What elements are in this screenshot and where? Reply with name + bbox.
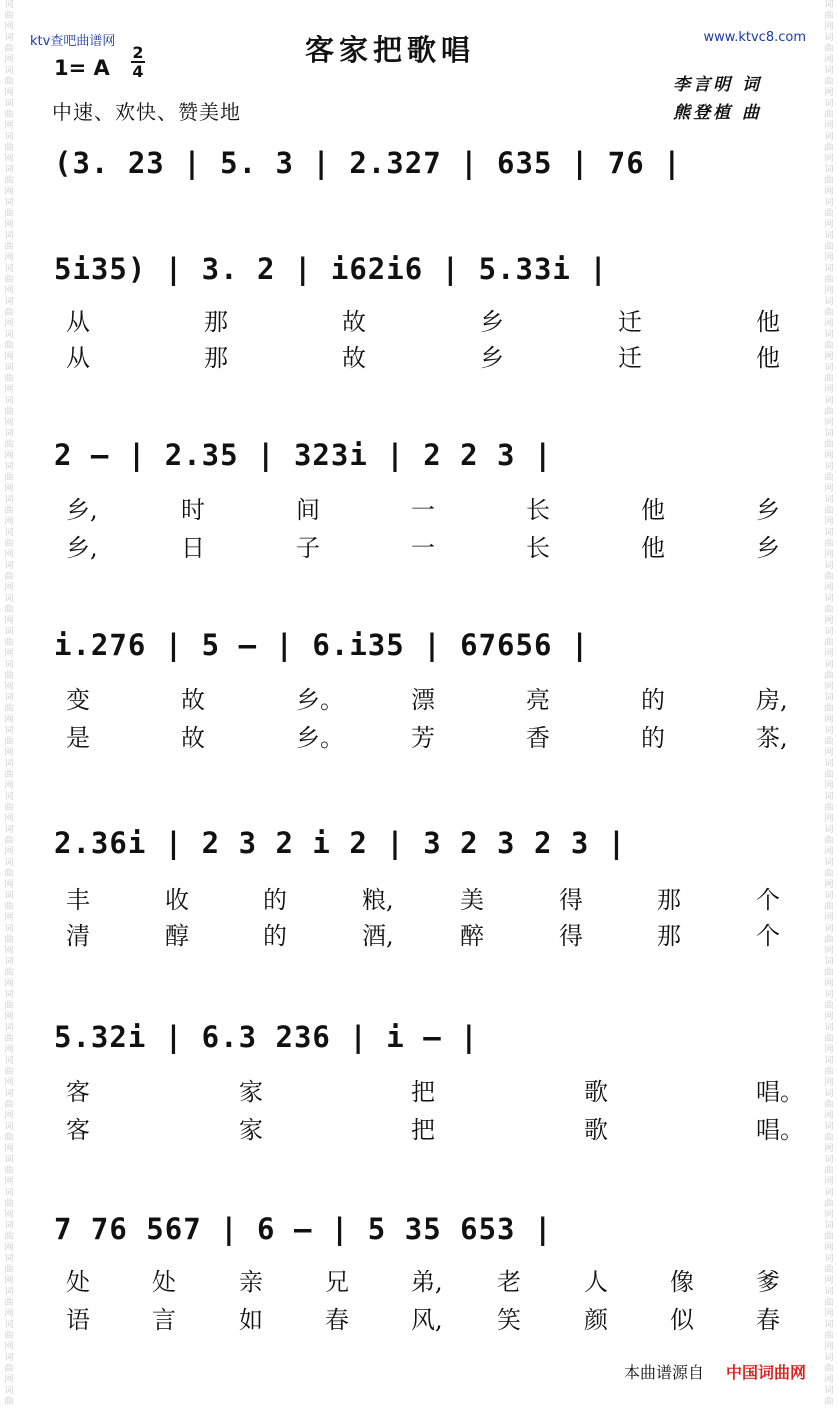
site-watermark-left: ktv查吧曲谱网 xyxy=(30,34,116,49)
lyric-syllable: 乡。 xyxy=(296,686,344,714)
lyric-syllable: 个 xyxy=(756,886,780,914)
time-signature xyxy=(128,44,148,80)
lyric-syllable: 从 xyxy=(66,308,90,336)
lyric-syllable: 那 xyxy=(657,886,681,914)
notation-row-6: 5.32i | 6.3 236 | i — | xyxy=(54,1020,479,1054)
lyric-syllable: 那 xyxy=(204,344,228,372)
lyric-syllable: 子 xyxy=(296,534,320,562)
lyric-syllable: 清 xyxy=(66,922,90,950)
site-watermark-right: www.ktvc8.com xyxy=(703,30,806,45)
lyric-syllable: 把 xyxy=(411,1078,435,1106)
lyric-syllable: 美 xyxy=(460,886,484,914)
lyric-syllable: 似 xyxy=(670,1306,694,1334)
lyric-syllable: 他 xyxy=(756,308,780,336)
lyric-syllable: 颜 xyxy=(584,1306,608,1334)
meter-top: 2 xyxy=(132,43,144,62)
lyric-syllable: 他 xyxy=(641,496,665,524)
lyric-syllable: 亮 xyxy=(526,686,550,714)
lyric-syllable: 间 xyxy=(296,496,320,524)
lyric-syllable: 像 xyxy=(670,1268,694,1296)
lyric-syllable: 如 xyxy=(239,1306,263,1334)
lyric-syllable: 迁 xyxy=(618,308,642,336)
lyric-syllable: 芳 xyxy=(411,724,435,752)
lyric-syllable: 故 xyxy=(181,686,205,714)
lyric-syllable: 的 xyxy=(263,922,287,950)
lyric-syllable: 客 xyxy=(66,1078,90,1106)
lyric-syllable: 时 xyxy=(181,496,205,524)
lyric-syllable: 从 xyxy=(66,344,90,372)
lyric-syllable: 乡 xyxy=(756,496,780,524)
lyric-syllable: 那 xyxy=(204,308,228,336)
lyric-syllable: 兄 xyxy=(325,1268,349,1296)
lyric-syllable: 家 xyxy=(239,1078,263,1106)
side-watermark-left: 词 曲 网 词 曲 网 词 曲 网 词 曲 网 词 曲 网 词 曲 网 词 曲 网 词 曲 网 词 曲 网 词 曲 网 词 曲 网 词 曲 网 词 曲 网 词 曲 网 词 曲 网 词 曲 网 词 曲 网 词 曲 网 词 曲 网 词 曲 网 词 曲 网 词 曲 网 词 曲 网 词 曲 网 词 曲 网 词 曲 网 词 曲 网 词 曲 网 词 曲 网 词 曲 网 词 曲 网 词 曲 网 词 曲 网 词 曲 网 词 曲 网 词 曲 网 词 曲 网 词 曲 网 词 曲 网 词 曲 网 词 曲 网 词 曲 网 词 曲 xyxy=(4,0,14,1407)
lyric-syllable: 酒, xyxy=(362,922,394,950)
notation-row-5: 2.36i | 2 3 2 i 2 | 3 2 3 2 3 | xyxy=(54,826,627,860)
lyric-syllable: 变 xyxy=(66,686,90,714)
lyric-syllable: 乡 xyxy=(480,344,504,372)
lyric-syllable: 长 xyxy=(526,496,550,524)
lyric-syllable: 日 xyxy=(181,534,205,562)
lyric-syllable: 醉 xyxy=(460,922,484,950)
lyric-syllable: 唱。 xyxy=(756,1078,804,1106)
lyric-syllable: 那 xyxy=(657,922,681,950)
lyric-syllable: 歌 xyxy=(584,1116,608,1144)
lyric-syllable: 漂 xyxy=(411,686,435,714)
lyric-syllable: 处 xyxy=(152,1268,176,1296)
lyric-syllable: 家 xyxy=(239,1116,263,1144)
lyric-syllable: 得 xyxy=(559,922,583,950)
notation-row-4: i.276 | 5 — | 6.i35 | 67656 | xyxy=(54,628,590,662)
lyric-syllable: 丰 xyxy=(66,886,90,914)
notation-row-1: (3. 23 | 5. 3 | 2.327 | 635 | 76 | xyxy=(54,146,682,180)
lyricist-credit: 李言明 词 xyxy=(673,75,762,95)
lyric-syllable: 茶, xyxy=(756,724,788,752)
lyric-syllable: 笑 xyxy=(497,1306,521,1334)
lyric-syllable: 故 xyxy=(181,724,205,752)
lyric-syllable: 人 xyxy=(584,1268,608,1296)
lyric-syllable: 故 xyxy=(342,308,366,336)
lyric-syllable: 乡 xyxy=(756,534,780,562)
lyric-syllable: 春 xyxy=(756,1306,780,1334)
footer-brand[interactable]: 中国词曲网 xyxy=(725,1363,806,1382)
lyric-syllable: 的 xyxy=(641,724,665,752)
song-title: 客家把歌唱 xyxy=(305,33,476,67)
lyric-syllable: 个 xyxy=(756,922,780,950)
lyric-syllable: 醇 xyxy=(165,922,189,950)
notation-row-7: 7 76 567 | 6 — | 5 35 653 | xyxy=(54,1212,553,1246)
lyric-syllable: 老 xyxy=(497,1268,521,1296)
lyric-syllable: 唱。 xyxy=(756,1116,804,1144)
lyric-syllable: 香 xyxy=(526,724,550,752)
key-signature: 1= A xyxy=(54,56,110,80)
lyric-syllable: 乡 xyxy=(480,308,504,336)
lyric-syllable: 迁 xyxy=(618,344,642,372)
lyric-syllable: 长 xyxy=(526,534,550,562)
composer-credit: 熊登植 曲 xyxy=(673,103,762,123)
tempo-marking: 中速、欢快、赞美地 xyxy=(52,100,241,124)
lyric-syllable: 语 xyxy=(66,1306,90,1334)
footer-source-text: 本曲谱源自 xyxy=(623,1363,704,1382)
lyric-syllable: 得 xyxy=(559,886,583,914)
lyric-syllable: 收 xyxy=(165,886,189,914)
meter-bottom: 4 xyxy=(132,62,144,81)
lyric-syllable: 一 xyxy=(411,534,435,562)
lyric-syllable: 的 xyxy=(641,686,665,714)
lyric-syllable: 故 xyxy=(342,344,366,372)
lyric-syllable: 处 xyxy=(66,1268,90,1296)
lyric-syllable: 客 xyxy=(66,1116,90,1144)
lyric-syllable: 乡。 xyxy=(296,724,344,752)
lyric-syllable: 把 xyxy=(411,1116,435,1144)
lyric-syllable: 亲 xyxy=(239,1268,263,1296)
lyric-syllable: 风, xyxy=(411,1306,443,1334)
lyric-syllable: 是 xyxy=(66,724,90,752)
lyric-syllable: 粮, xyxy=(362,886,394,914)
lyric-syllable: 歌 xyxy=(584,1078,608,1106)
lyric-syllable: 一 xyxy=(411,496,435,524)
lyric-syllable: 的 xyxy=(263,886,287,914)
lyric-syllable: 房, xyxy=(756,686,788,714)
notation-row-3: 2 — | 2.35 | 323i | 2 2 3 | xyxy=(54,438,553,472)
footer-source xyxy=(624,1360,806,1383)
lyric-syllable: 言 xyxy=(152,1306,176,1334)
side-watermark-right: 词 曲 网 词 曲 网 词 曲 网 词 曲 网 词 曲 网 词 曲 网 词 曲 网 词 曲 网 词 曲 网 词 曲 网 词 曲 网 词 曲 网 词 曲 网 词 曲 网 词 曲 网 词 曲 网 词 曲 网 词 曲 网 词 曲 网 词 曲 网 词 曲 网 词 曲 网 词 曲 网 词 曲 网 词 曲 网 词 曲 网 词 曲 网 词 曲 网 词 曲 网 词 曲 网 词 曲 网 词 曲 网 词 曲 网 词 曲 网 词 曲 网 词 曲 网 词 曲 网 词 曲 网 词 曲 网 词 曲 网 词 曲 网 词 曲 网 词 曲 xyxy=(824,0,834,1407)
lyric-syllable: 他 xyxy=(641,534,665,562)
lyric-syllable: 爹 xyxy=(756,1268,780,1296)
lyric-syllable: 春 xyxy=(325,1306,349,1334)
lyric-syllable: 乡, xyxy=(66,496,98,524)
notation-row-2: 5i35) | 3. 2 | i62i6 | 5.33i | xyxy=(54,252,608,286)
lyric-syllable: 他 xyxy=(756,344,780,372)
lyric-syllable: 乡, xyxy=(66,534,98,562)
lyric-syllable: 弟, xyxy=(411,1268,443,1296)
